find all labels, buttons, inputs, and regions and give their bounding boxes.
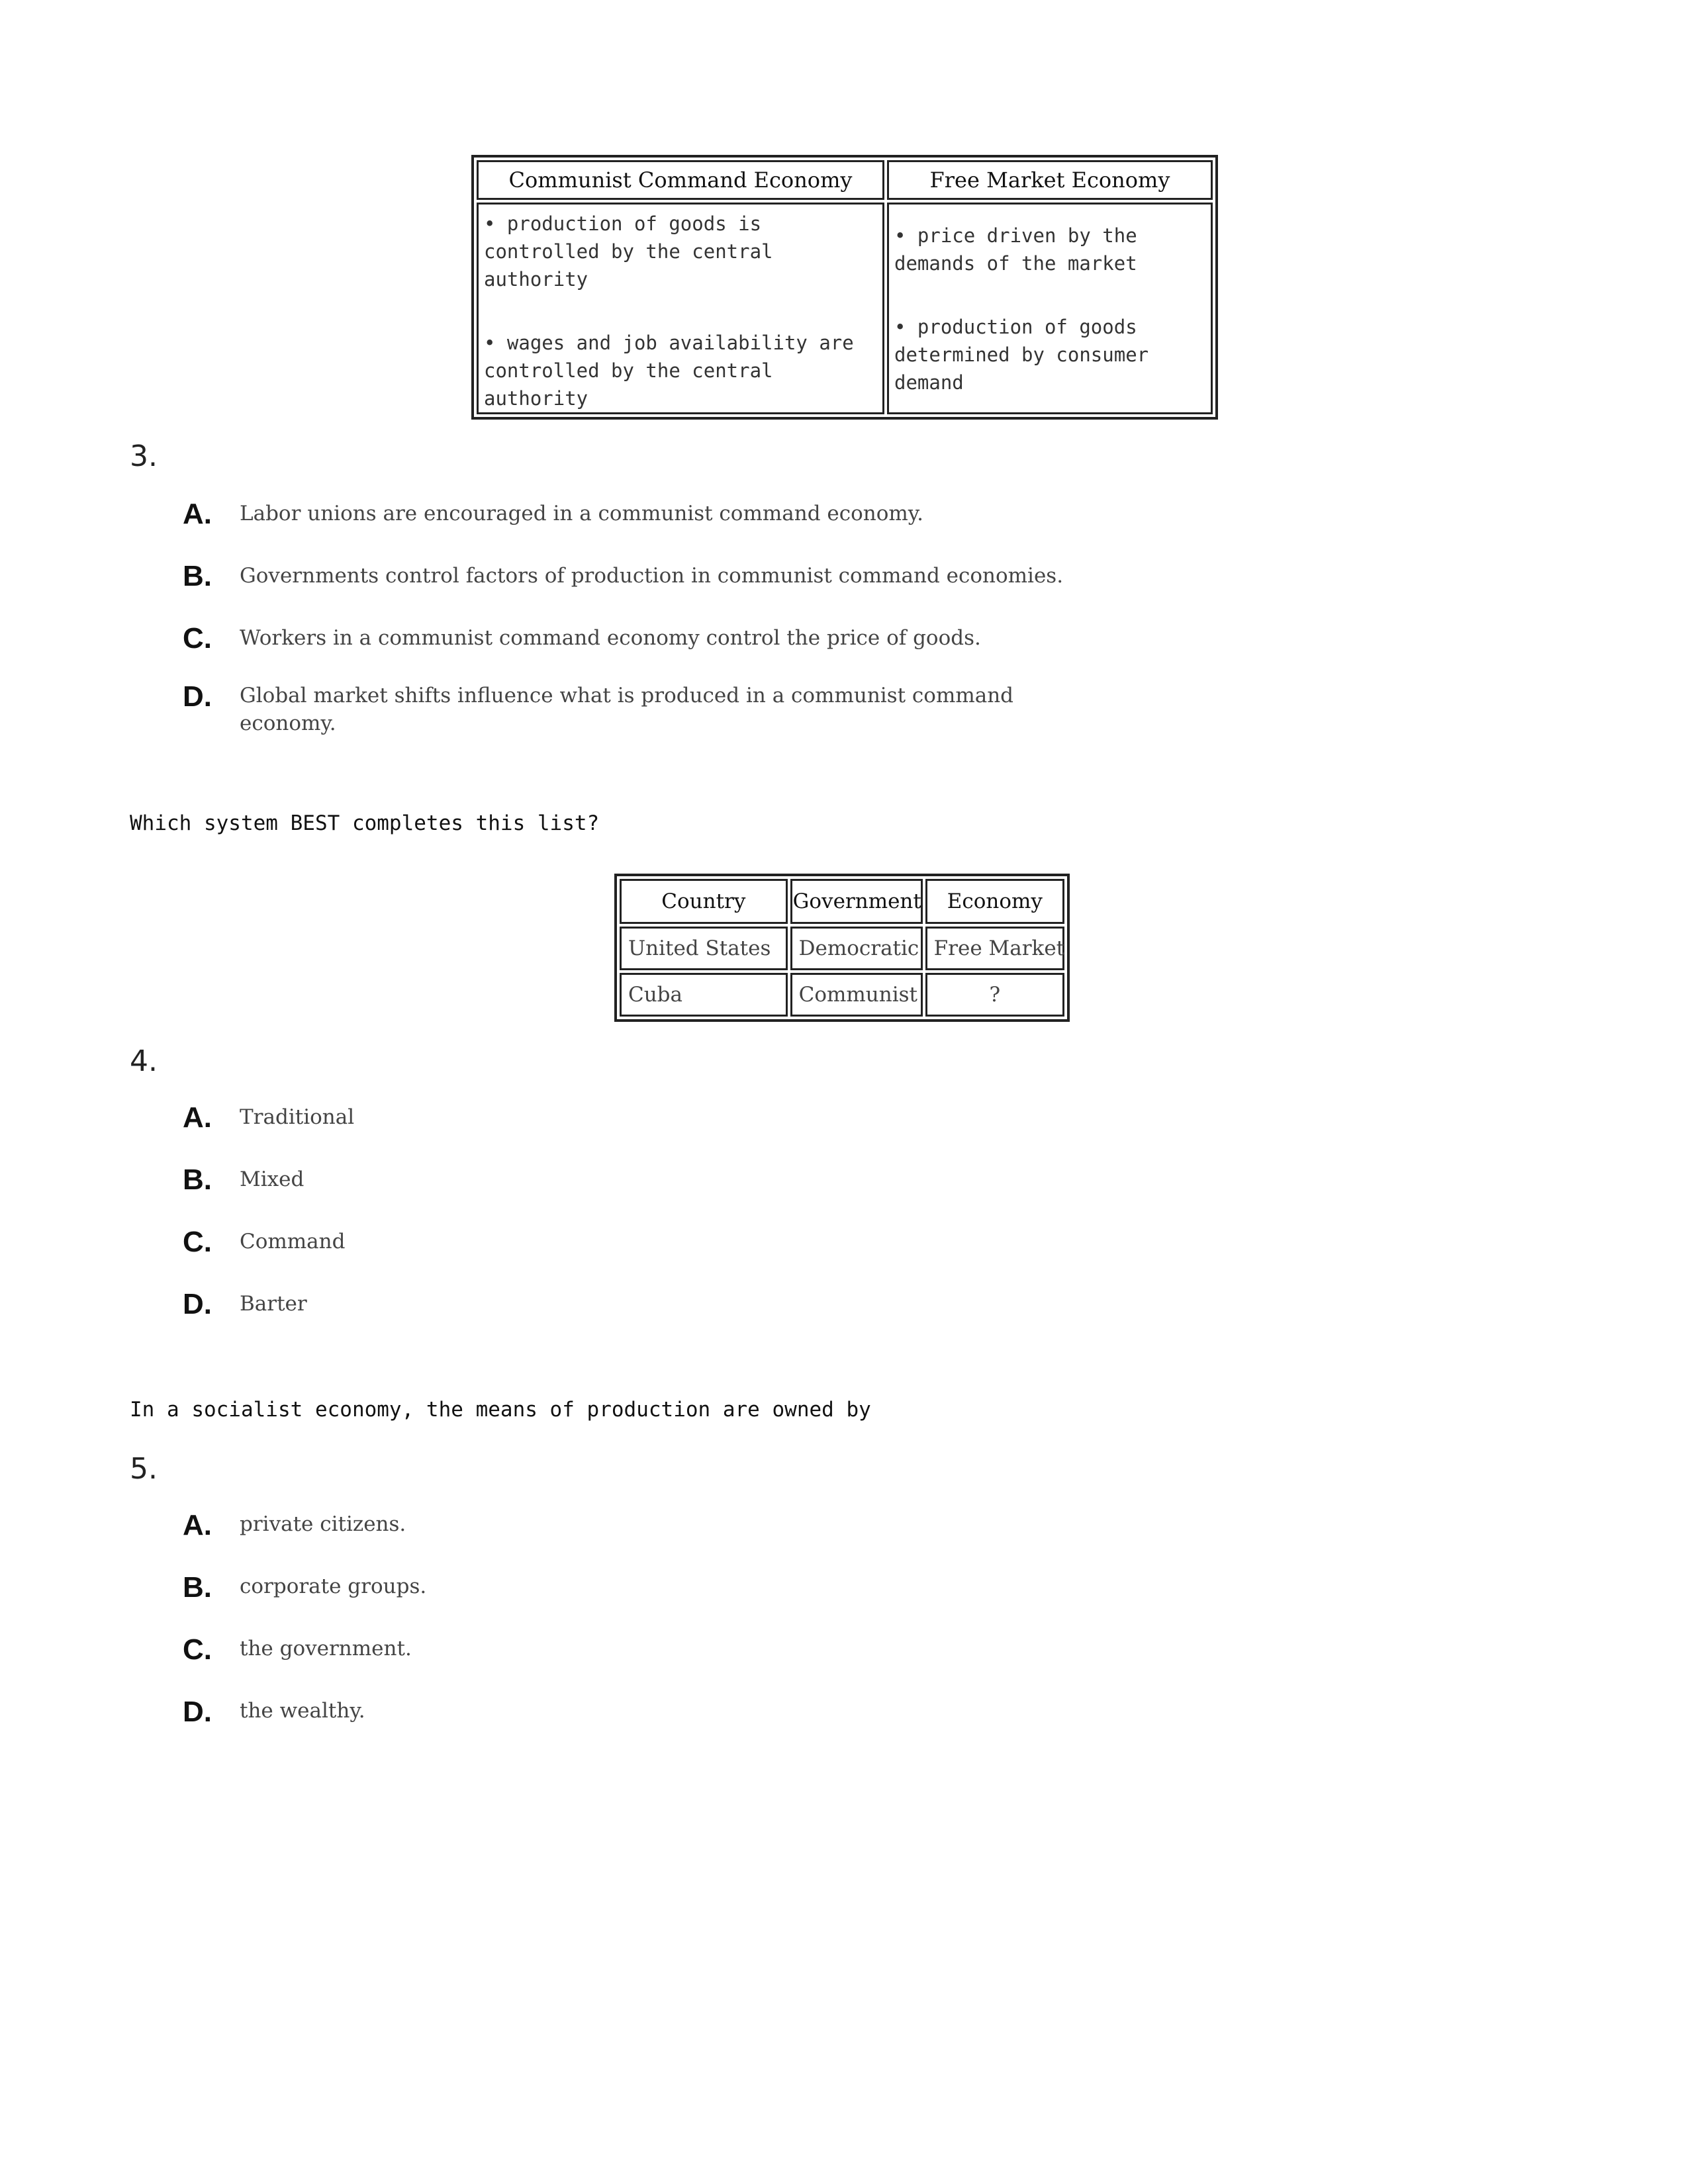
- cell-government: Communist: [790, 973, 923, 1017]
- q4-option-d[interactable]: Barter: [240, 1292, 307, 1316]
- cell-country: United States: [620, 927, 788, 970]
- q5-option-d[interactable]: the wealthy.: [240, 1699, 365, 1723]
- cell-economy-unknown: ?: [925, 973, 1064, 1017]
- q3-option-c[interactable]: Workers in a communist command economy control the price of goods.: [240, 626, 981, 650]
- q5-option-b[interactable]: corporate groups.: [240, 1574, 427, 1598]
- communist-item: • wages and job availability are controlled by the central authority: [484, 332, 854, 410]
- free-market-item: • production of goods determined by consumer demand: [894, 316, 1149, 394]
- option-letter-c: C.: [183, 622, 212, 655]
- communist-cell: [477, 203, 884, 414]
- q4-option-a[interactable]: Traditional: [240, 1105, 355, 1129]
- economy-comparison-table: [471, 155, 1218, 420]
- header-communist: Communist Command Economy: [477, 160, 884, 200]
- q5-option-a[interactable]: private citizens.: [240, 1512, 406, 1536]
- option-letter-c: C.: [183, 1633, 212, 1666]
- country-economy-table: [614, 874, 1070, 1022]
- question-number-3: 3.: [130, 439, 158, 473]
- question-4-stem: Which system BEST completes this list?: [130, 811, 600, 835]
- q4-option-b[interactable]: Mixed: [240, 1167, 305, 1191]
- q3-option-d[interactable]: Global market shifts influence what is produced in a communist command economy.: [240, 684, 1014, 735]
- option-letter-b: B.: [183, 560, 212, 592]
- q3-option-b[interactable]: Governments control factors of production in communist command economies.: [240, 564, 1064, 588]
- header-free-market: Free Market Economy: [887, 160, 1213, 200]
- cell-country: Cuba: [620, 973, 788, 1017]
- option-letter-b: B.: [183, 1163, 212, 1196]
- table-row: [620, 973, 1064, 1017]
- question-5-stem: In a socialist economy, the means of production are owned by: [130, 1398, 871, 1422]
- header-government: Government: [790, 879, 923, 924]
- header-country: Country: [620, 879, 788, 924]
- free-market-item: • price driven by the demands of the market: [894, 224, 1137, 275]
- question-number-5: 5.: [130, 1452, 158, 1486]
- option-letter-a: A.: [183, 1101, 212, 1134]
- option-letter-b: B.: [183, 1571, 212, 1604]
- communist-item: • production of goods is controlled by the central authority: [484, 212, 773, 291]
- option-letter-d: D.: [183, 1696, 212, 1728]
- header-economy: Economy: [925, 879, 1064, 924]
- option-letter-d: D.: [183, 1288, 212, 1320]
- option-letter-c: C.: [183, 1226, 212, 1258]
- option-letter-a: A.: [183, 498, 212, 530]
- q3-option-a[interactable]: Labor unions are encouraged in a communist command economy.: [240, 502, 924, 525]
- table-row: [620, 927, 1064, 970]
- q4-option-c[interactable]: Command: [240, 1230, 346, 1253]
- cell-economy: Free Market: [925, 927, 1064, 970]
- free-market-cell: [887, 203, 1213, 414]
- option-letter-d: D.: [183, 680, 212, 713]
- cell-government: Democratic: [790, 927, 923, 970]
- question-number-4: 4.: [130, 1044, 158, 1078]
- q5-option-c[interactable]: the government.: [240, 1637, 412, 1661]
- option-letter-a: A.: [183, 1509, 212, 1541]
